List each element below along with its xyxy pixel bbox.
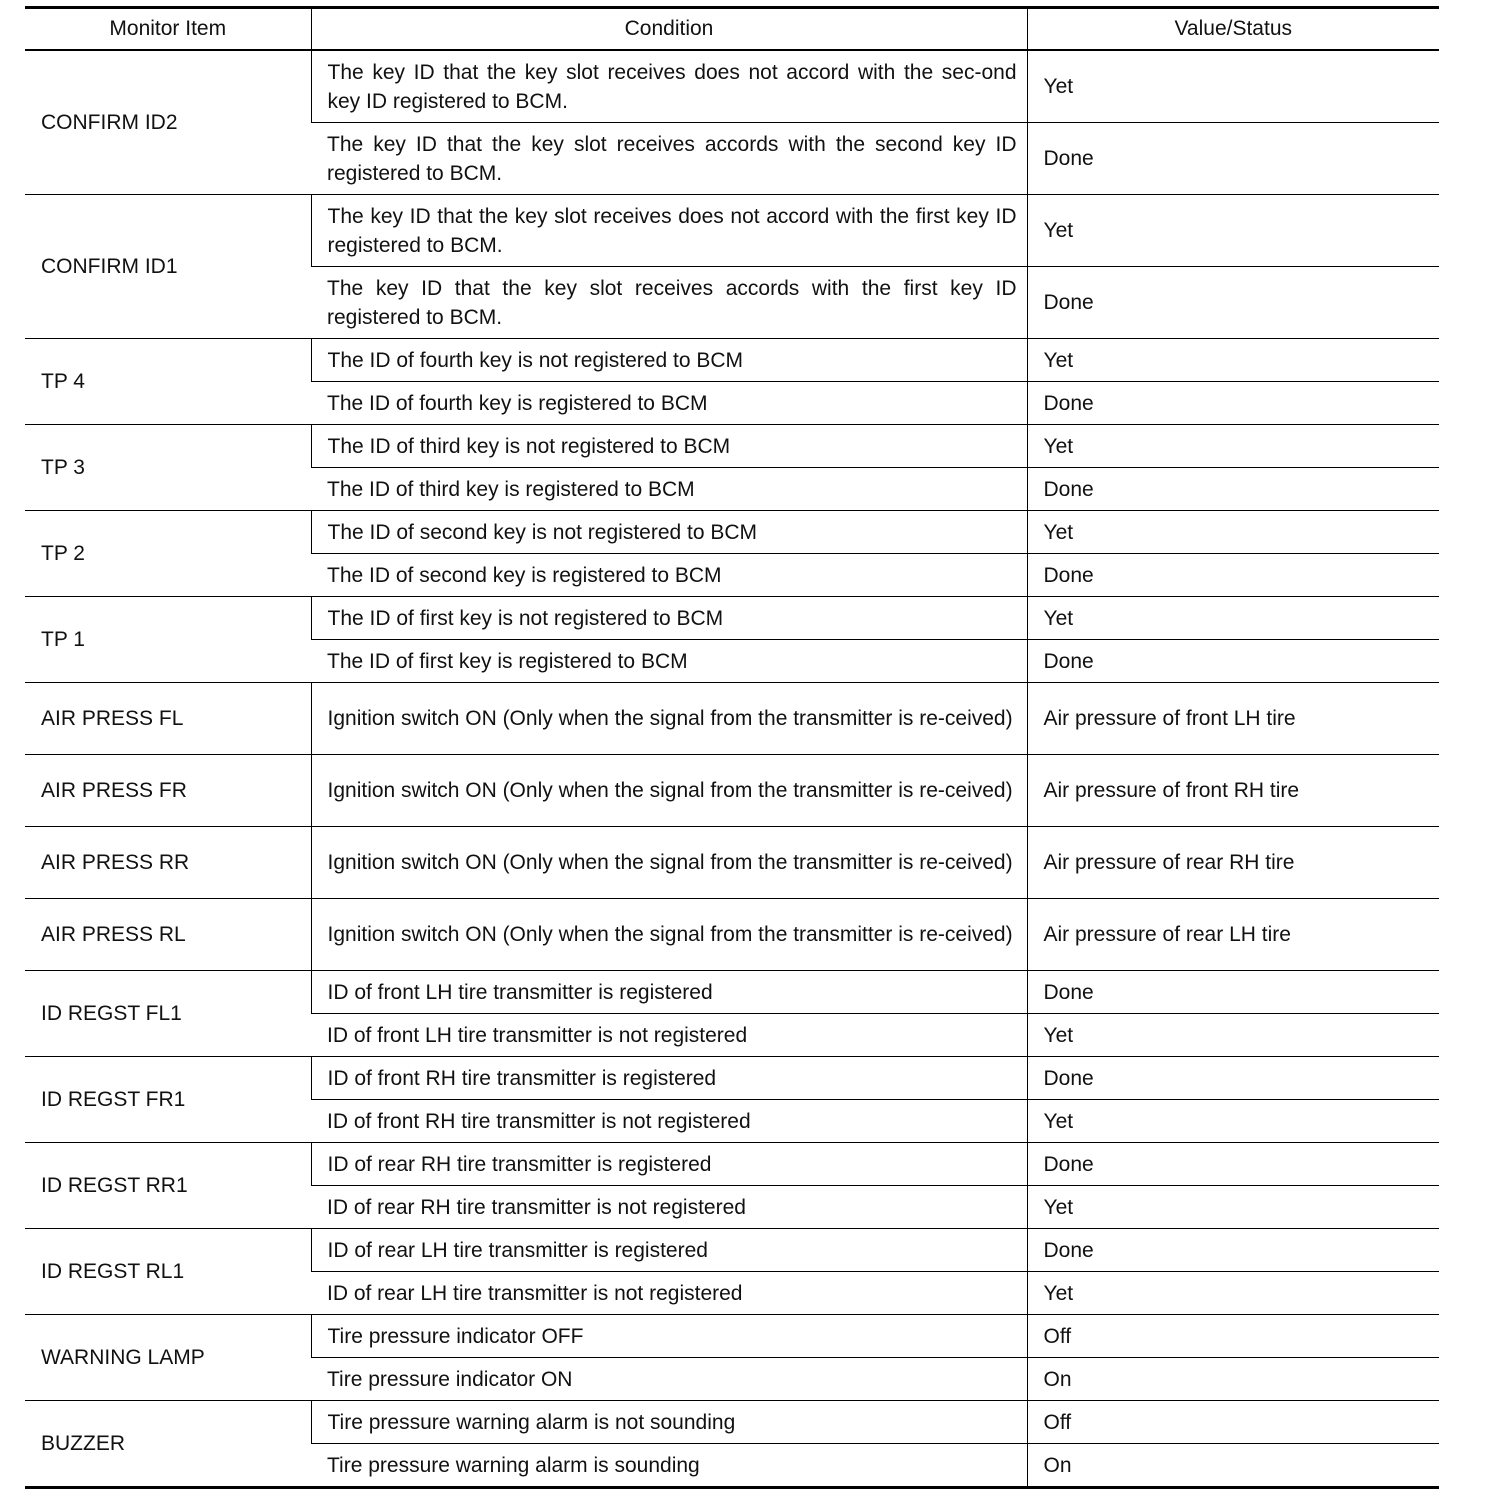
- condition-cell: Ignition switch ON (Only when the signal from the transmitter is re-ceived): [311, 899, 1027, 971]
- condition-cell: The ID of first key is registered to BCM: [311, 640, 1027, 683]
- value-cell: Done: [1027, 640, 1439, 683]
- condition-cell: The ID of third key is registered to BCM: [311, 468, 1027, 511]
- monitor-item-cell: AIR PRESS FL: [25, 683, 311, 755]
- table-row: [25, 1315, 1439, 1358]
- table-row: [25, 511, 1439, 554]
- condition-cell: ID of rear RH tire transmitter is not registered: [311, 1186, 1027, 1229]
- value-cell: Yet: [1027, 597, 1439, 640]
- value-cell: Done: [1027, 1057, 1439, 1100]
- condition-cell: Ignition switch ON (Only when the signal from the transmitter is re-ceived): [311, 755, 1027, 827]
- value-cell: Done: [1027, 123, 1439, 195]
- table-row: [25, 1143, 1439, 1186]
- condition-cell: ID of front RH tire transmitter is not registered: [311, 1100, 1027, 1143]
- monitor-item-cell: AIR PRESS RR: [25, 827, 311, 899]
- header-value-status: Value/Status: [1027, 8, 1439, 51]
- value-cell: Done: [1027, 971, 1439, 1014]
- table-row: [25, 50, 1439, 123]
- condition-cell: The ID of fourth key is not registered to BCM: [311, 339, 1027, 382]
- condition-cell: The key ID that the key slot receives accords with the first key ID registered to BCM.: [311, 267, 1027, 339]
- condition-cell: ID of front LH tire transmitter is not registered: [311, 1014, 1027, 1057]
- table-row: [25, 755, 1439, 827]
- condition-cell: The ID of first key is not registered to BCM: [311, 597, 1027, 640]
- header-condition: Condition: [311, 8, 1027, 51]
- table-row: [25, 195, 1439, 267]
- condition-cell: The key ID that the key slot receives accords with the second key ID registered to BCM.: [311, 123, 1027, 195]
- table-row: [25, 683, 1439, 755]
- condition-cell: Tire pressure indicator OFF: [311, 1315, 1027, 1358]
- monitor-item-cell: TP 3: [25, 425, 311, 511]
- value-cell: On: [1027, 1444, 1439, 1488]
- header-row: [25, 8, 1439, 51]
- value-cell: Yet: [1027, 511, 1439, 554]
- value-cell: Yet: [1027, 1014, 1439, 1057]
- value-cell: Air pressure of rear RH tire: [1027, 827, 1439, 899]
- table-row: [25, 1401, 1439, 1444]
- condition-cell: The ID of third key is not registered to BCM: [311, 425, 1027, 468]
- table-row: [25, 1229, 1439, 1272]
- value-cell: Done: [1027, 1143, 1439, 1186]
- monitor-item-cell: AIR PRESS FR: [25, 755, 311, 827]
- monitor-item-cell: ID REGST FL1: [25, 971, 311, 1057]
- value-cell: Done: [1027, 382, 1439, 425]
- monitor-item-cell: AIR PRESS RL: [25, 899, 311, 971]
- value-cell: Off: [1027, 1401, 1439, 1444]
- monitor-item-cell: ID REGST RR1: [25, 1143, 311, 1229]
- table-row: [25, 827, 1439, 899]
- table-row: [25, 339, 1439, 382]
- condition-cell: Ignition switch ON (Only when the signal from the transmitter is re-ceived): [311, 683, 1027, 755]
- value-cell: Yet: [1027, 339, 1439, 382]
- monitor-item-cell: CONFIRM ID1: [25, 195, 311, 339]
- monitor-item-cell: ID REGST FR1: [25, 1057, 311, 1143]
- condition-cell: The ID of fourth key is registered to BCM: [311, 382, 1027, 425]
- header-monitor-item: Monitor Item: [25, 8, 311, 51]
- condition-cell: ID of rear LH tire transmitter is not registered: [311, 1272, 1027, 1315]
- value-cell: Yet: [1027, 195, 1439, 267]
- value-cell: Air pressure of rear LH tire: [1027, 899, 1439, 971]
- table-row: [25, 1057, 1439, 1100]
- value-cell: Yet: [1027, 1186, 1439, 1229]
- monitor-item-cell: CONFIRM ID2: [25, 50, 311, 195]
- monitor-item-cell: TP 2: [25, 511, 311, 597]
- value-cell: On: [1027, 1358, 1439, 1401]
- monitor-item-cell: BUZZER: [25, 1401, 311, 1488]
- monitor-item-cell: ID REGST RL1: [25, 1229, 311, 1315]
- condition-cell: The key ID that the key slot receives does not accord with the first key ID registered to BCM.: [311, 195, 1027, 267]
- monitor-item-cell: TP 1: [25, 597, 311, 683]
- value-cell: Done: [1027, 267, 1439, 339]
- value-cell: Yet: [1027, 425, 1439, 468]
- condition-cell: The ID of second key is not registered to BCM: [311, 511, 1027, 554]
- value-cell: Done: [1027, 1229, 1439, 1272]
- condition-cell: Tire pressure warning alarm is not sounding: [311, 1401, 1027, 1444]
- value-cell: Done: [1027, 554, 1439, 597]
- value-cell: Air pressure of front LH tire: [1027, 683, 1439, 755]
- condition-cell: ID of rear LH tire transmitter is registered: [311, 1229, 1027, 1272]
- condition-cell: ID of rear RH tire transmitter is registered: [311, 1143, 1027, 1186]
- value-cell: Yet: [1027, 1272, 1439, 1315]
- value-cell: Yet: [1027, 50, 1439, 123]
- condition-cell: The key ID that the key slot receives does not accord with the sec-ond key ID registered to BCM.: [311, 50, 1027, 123]
- value-cell: Off: [1027, 1315, 1439, 1358]
- monitor-item-cell: WARNING LAMP: [25, 1315, 311, 1401]
- condition-cell: Tire pressure warning alarm is sounding: [311, 1444, 1027, 1488]
- value-cell: Yet: [1027, 1100, 1439, 1143]
- condition-cell: Ignition switch ON (Only when the signal from the transmitter is re-ceived): [311, 827, 1027, 899]
- table-row: [25, 597, 1439, 640]
- table-row: [25, 899, 1439, 971]
- monitor-table: [25, 6, 1439, 1489]
- condition-cell: Tire pressure indicator ON: [311, 1358, 1027, 1401]
- table-row: [25, 425, 1439, 468]
- table-row: [25, 971, 1439, 1014]
- condition-cell: ID of front RH tire transmitter is registered: [311, 1057, 1027, 1100]
- value-cell: Air pressure of front RH tire: [1027, 755, 1439, 827]
- condition-cell: ID of front LH tire transmitter is registered: [311, 971, 1027, 1014]
- condition-cell: The ID of second key is registered to BCM: [311, 554, 1027, 597]
- monitor-item-cell: TP 4: [25, 339, 311, 425]
- value-cell: Done: [1027, 468, 1439, 511]
